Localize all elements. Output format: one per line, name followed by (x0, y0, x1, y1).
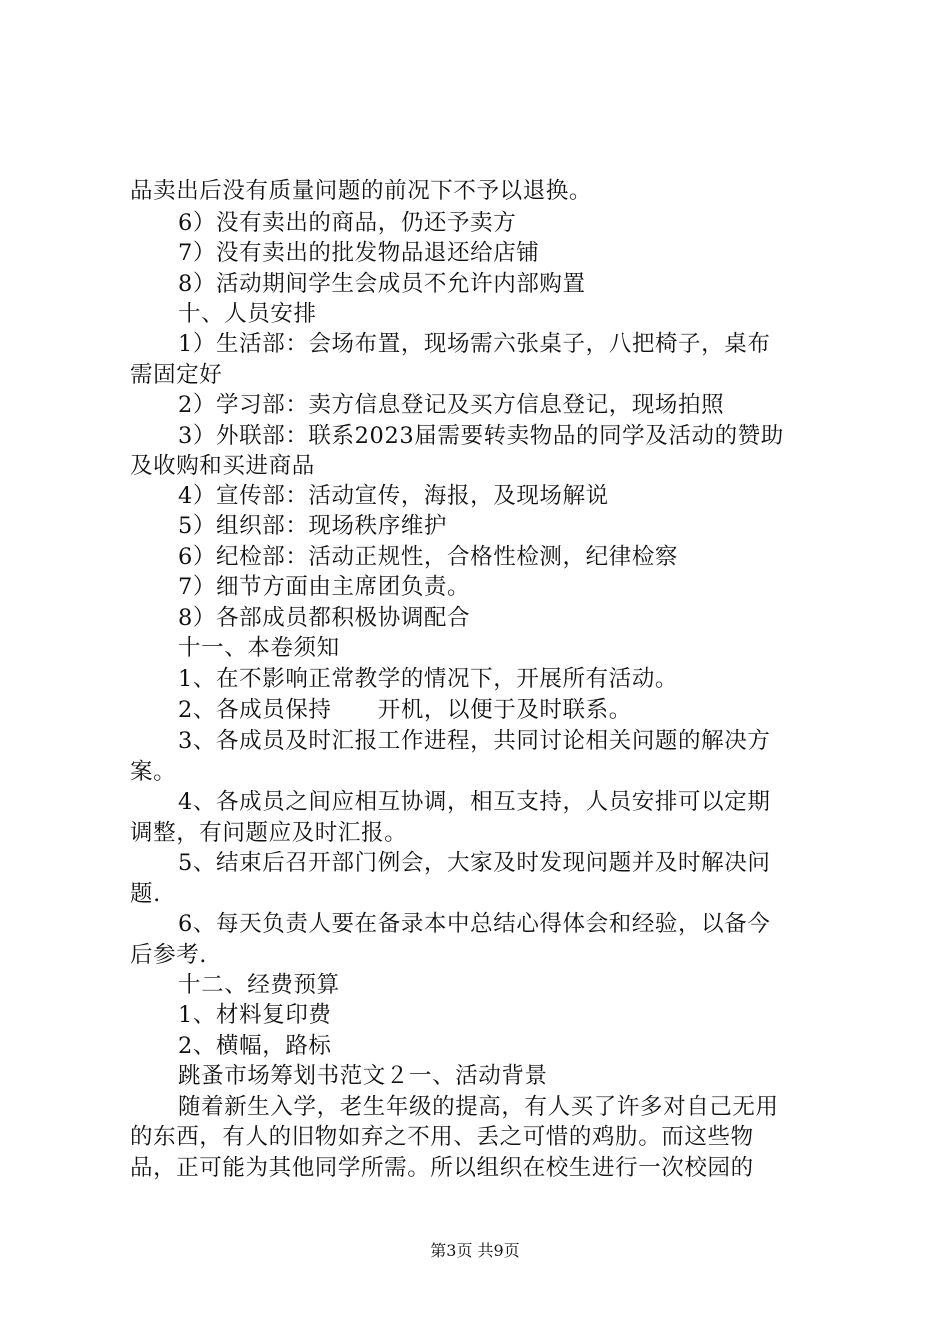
text-line: 7）没有卖出的批发物品退还给店铺 (178, 240, 540, 266)
text-line: 6）没有卖出的商品，仍还予卖方 (178, 210, 517, 236)
section-heading: 十、人员安排 (178, 301, 317, 327)
text-line: 2、横幅，路标 (178, 1033, 332, 1059)
text-line: 随着新生入学，老生年级的提高，有人买了许多对自己无用 (178, 1094, 779, 1120)
text-line: 5、结束后召开部门例会，大家及时发现问题并及时解决问 (178, 850, 771, 876)
section-heading: 跳蚤市场筹划书范文２一、活动背景 (178, 1063, 548, 1089)
text-line: 3）外联部：联系2023届需要转卖物品的同学及活动的赞助 (178, 423, 784, 449)
text-line: 8）活动期间学生会成员不允许内部购置 (178, 271, 586, 297)
text-line: 题. (130, 881, 161, 907)
text-line: 品卖出后没有质量问题的前况下不予以退换。 (130, 178, 593, 204)
text-line: 需固定好 (130, 362, 223, 388)
text-line: 案。 (130, 759, 177, 785)
text-line: 后参考. (130, 942, 208, 968)
text-line: 2）学习部：卖方信息登记及买方信息登记，现场拍照 (178, 392, 725, 418)
text-line: 4）宣传部：活动宣传，海报，及现场解说 (178, 483, 609, 509)
text-line: 调整，有问题应及时汇报。 (130, 820, 408, 846)
text-line: 6）纪检部：活动正规性，合格性检测，纪律检察 (178, 544, 679, 570)
text-line: 7）细节方面由主席团负责。 (178, 574, 471, 600)
text-line: 8）各部成员都积极协调配合 (178, 605, 471, 631)
text-line: 2、各成员保持 开机，以便于及时联系。 (178, 697, 632, 723)
section-heading: 十二、经费预算 (178, 972, 340, 998)
text-line: 品，正可能为其他同学所需。所以组织在校生进行一次校园的 (130, 1155, 754, 1181)
text-line: 1、材料复印费 (178, 1002, 332, 1028)
text-line: 5）组织部：现场秩序维护 (178, 513, 448, 539)
text-line: 的东西，有人的旧物如弃之不用、丢之可惜的鸡肋。而这些物 (130, 1124, 754, 1150)
text-line: 4、各成员之间应相互协调，相互支持，人员安排可以定期 (178, 789, 771, 815)
page-number-footer: 第3页 共9页 (430, 1241, 520, 1260)
text-line: 3、各成员及时汇报工作进程，共同讨论相关问题的解决方 (178, 728, 771, 754)
text-line: 及收购和买进商品 (130, 453, 315, 479)
text-line: 1、在不影响正常教学的情况下，开展所有活动。 (178, 666, 679, 692)
section-heading: 十一、本卷须知 (178, 635, 340, 661)
text-line: 1）生活部：会场布置，现场需六张桌子，八把椅子，桌布 (178, 331, 771, 357)
text-line: 6、每天负责人要在备录本中总结心得体会和经验，以备今 (178, 911, 771, 937)
